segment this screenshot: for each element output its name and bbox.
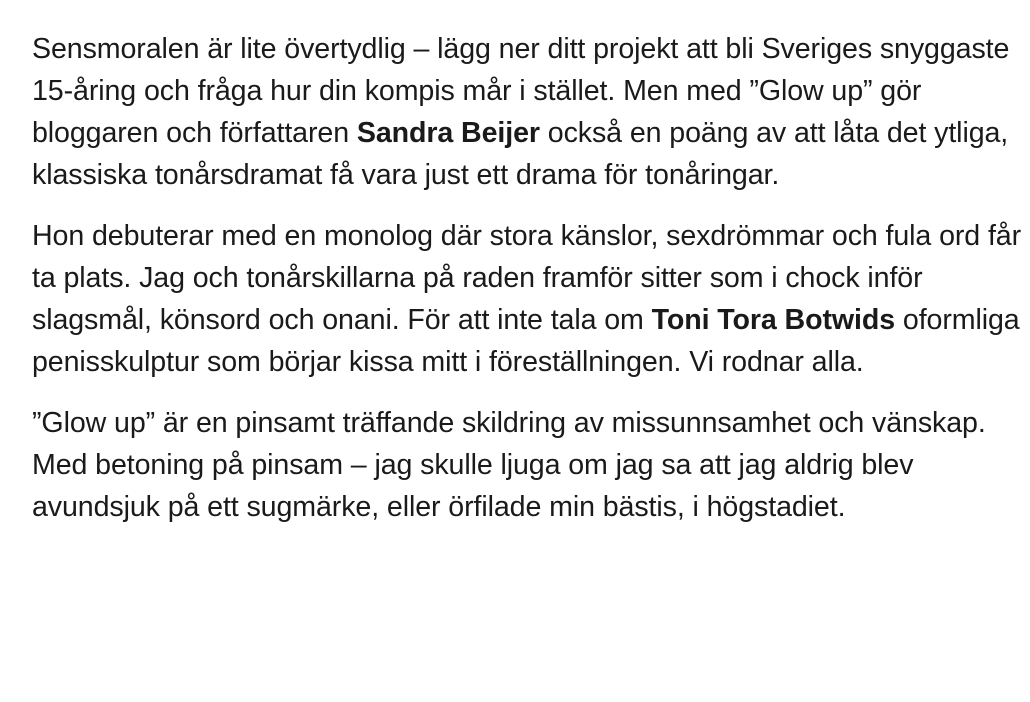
paragraph-1 [32,28,1022,196]
person-name-toni-tora-botwid: Toni Tora Botwids [651,304,896,336]
paragraph-1-text-start: Sensmoralen är lite övertydlig – lägg ner ditt projekt att bli Sveriges snyggaste 15-åring och fråga hur din kompis mår i stället. Men med ”Glow up” gör bloggaren och författaren [32,33,1010,149]
article-body [32,28,1022,547]
paragraph-1-text-end: också en poäng av att låta det ytliga, klassiska tonårsdramat få vara just ett drama för tonåringar. [32,117,1009,191]
person-name-sandra-beijer: Sandra Beijer [356,117,540,149]
paragraph-2-text-start: Hon debuterar med en monolog där stora känslor, sexdrömmar och fula ord får ta plats. Jag och tonårskillarna på raden framför sitter som i chock inför slagsmål, könsord och onani. För att inte tala om [32,220,1022,336]
paragraph-3: ”Glow up” är en pinsamt träffande skildring av missunnsamhet och vänskap. Med betoning på pinsam – jag skulle ljuga om jag sa att jag aldrig blev avundsjuk på ett sugmärke, eller örfilade min bästis, i högstadiet. [32,407,986,523]
paragraph-2-text-end: oformliga penisskulptur som börjar kissa mitt i föreställningen. Vi rodnar alla. [32,304,1020,378]
paragraph-2 [32,215,1022,383]
